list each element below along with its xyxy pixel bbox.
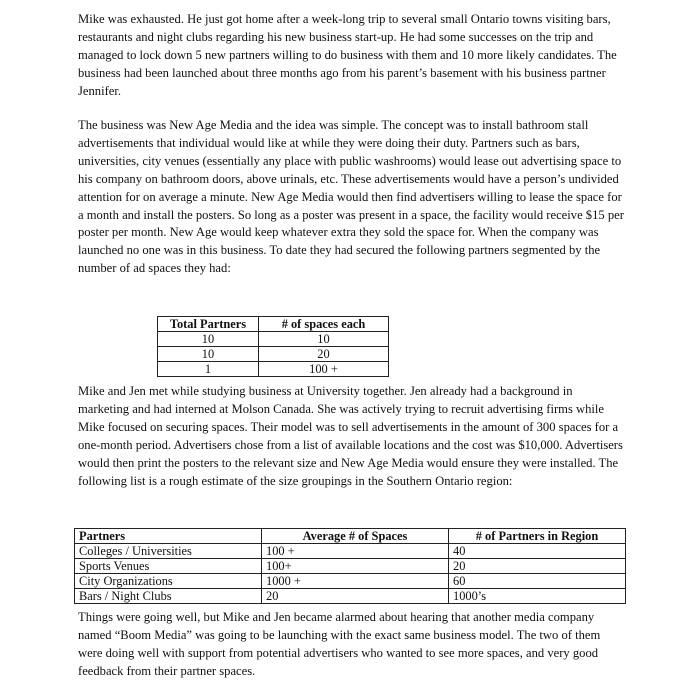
table-cell: City Organizations — [75, 574, 262, 589]
table-cell: 1000’s — [449, 589, 626, 604]
table-cell: 1 — [158, 362, 259, 377]
table-cell: 10 — [158, 332, 259, 347]
table-cell: 20 — [262, 589, 449, 604]
table-cell: 100 + — [262, 544, 449, 559]
table-cell: 100+ — [262, 559, 449, 574]
paragraph-founders: Mike and Jen met while studying business at University together. Jen already had a background in marketing and had interned at Molson Canada. She was actively trying to recruit advertising firms while Mike focused on securing spaces. Their model was to sell advertisements in the amount of 300 spaces for a one-month period. Advertisers chose from a list of available locations and the cost was $10,000. Advertisers would then print the posters to the relevant size and New Age Media would ensure they were installed. The following list is a rough estimate of the size groupings in the Southern Ontario region: — [78, 384, 623, 488]
table-cell: 60 — [449, 574, 626, 589]
table-cell: Bars / Night Clubs — [75, 589, 262, 604]
paragraph-competition: Things were going well, but Mike and Jen became alarmed about hearing that another media company named “Boom Media” was going to be launching with the exact same business model. The two of them were doing well with support from potential advertisers who wanted to see more spaces, and very good feedback from their partner spaces. — [78, 610, 601, 678]
header-average-spaces: Average # of Spaces — [262, 529, 449, 544]
table-cell: 40 — [449, 544, 626, 559]
table-row — [75, 589, 626, 604]
region-table — [74, 528, 626, 604]
table-row — [75, 544, 626, 559]
table-cell: Sports Venues — [75, 559, 262, 574]
table-row — [158, 332, 389, 347]
table-header-row — [75, 529, 626, 544]
table-cell: 20 — [449, 559, 626, 574]
table-header-row — [158, 317, 389, 332]
table-row — [158, 347, 389, 362]
header-partners: Partners — [75, 529, 262, 544]
table-cell: 10 — [259, 332, 389, 347]
header-partners-in-region: # of Partners in Region — [449, 529, 626, 544]
table-row — [158, 362, 389, 377]
paragraph-intro: Mike was exhausted. He just got home after a week-long trip to several small Ontario towns visiting bars, restaurants and night clubs regarding his new business start-up. He had some successes on the trip and managed to lock down 5 new partners willing to do business with them and 10 more likely candidates. The business had been launched about three months ago from his parent’s basement with his business partner Jennifer. — [78, 12, 617, 98]
header-total-partners: Total Partners — [158, 317, 259, 332]
table-cell: Colleges / Universities — [75, 544, 262, 559]
table-cell: 1000 + — [262, 574, 449, 589]
table-row — [75, 559, 626, 574]
table-cell: 10 — [158, 347, 259, 362]
table-row — [75, 574, 626, 589]
partners-table — [157, 316, 389, 377]
header-spaces-each: # of spaces each — [259, 317, 389, 332]
table-cell: 20 — [259, 347, 389, 362]
paragraph-business-concept: The business was New Age Media and the idea was simple. The concept was to install bathroom stall advertisements that individual would like at while they were doing their duty. Partners such as bars, universities, city venues (essentially any place with public washrooms) would lease out advertising space to his company on bathroom doors, above urinals, etc. These advertisements would have a person’s undivided attention for on average a minute. New Age Media would then find advertisers willing to lease the space for a month and install the posters. So long as a poster was present in a space, the facility would receive $15 per poster per month. New Age would keep whatever extra they sold the space for. When the company was launched no one was in this business. To date they had secured the following partners segmented by the number of ad spaces they had: — [78, 118, 624, 276]
table-cell: 100 + — [259, 362, 389, 377]
